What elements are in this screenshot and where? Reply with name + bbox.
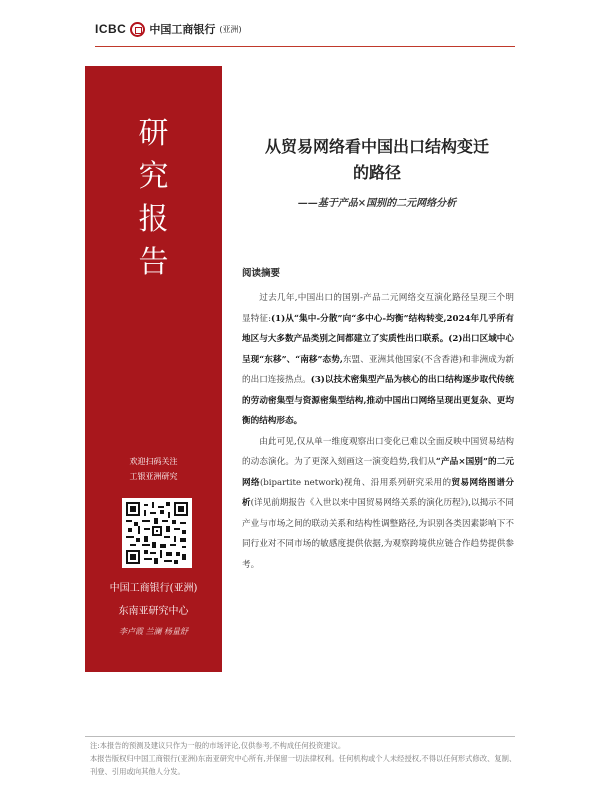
follow-line: 欢迎扫码关注 xyxy=(129,457,178,466)
authors: 李卢霞 兰澜 杨量舒 xyxy=(118,627,189,636)
emphasis-text: “产品×国别”的二元网络 xyxy=(242,457,514,488)
follow-prompt xyxy=(85,454,222,484)
abstract-heading: 阅读摘要 xyxy=(242,268,281,279)
report-title-line: 的路径 xyxy=(352,163,401,182)
research-center-name: 东南亚研究中心 xyxy=(118,606,189,617)
bank-region: (亚洲) xyxy=(219,24,242,34)
bank-name: 中国工商银行 xyxy=(149,23,216,36)
sidebar-panel xyxy=(85,66,222,672)
follow-line: 工银亚洲研究 xyxy=(129,472,178,481)
report-title xyxy=(238,134,516,186)
abstract-paragraph xyxy=(242,432,514,576)
sidebar-title-char: 告 xyxy=(138,245,169,280)
text-run: 东盟、亚洲其他国家(不含香港)和非洲成为新的出口连接热点。 xyxy=(242,354,514,385)
brand-header xyxy=(95,18,242,40)
org-name: 中国工商银行(亚洲) xyxy=(109,583,198,594)
header-divider xyxy=(95,46,515,47)
emphasis-text: (2)出口区域中心呈现“东移”、“南移”态势, xyxy=(242,334,514,365)
disclaimer-line: 注:本报告的预测及建议只作为一般的市场评论,仅供参考,不构成任何投资建议。 xyxy=(90,741,346,750)
sidebar-title-char: 研 xyxy=(138,116,169,151)
sidebar-title xyxy=(85,112,222,284)
emphasis-text: (3)以技术密集型产品为核心的出口结构逐步取代传统的劳动密集型与资源密集型结构,推动中国出口网络呈现出更复杂、更均衡的结构形态。 xyxy=(242,375,514,426)
sidebar-title-char: 报 xyxy=(138,202,169,237)
qr-code-icon[interactable] xyxy=(122,498,192,568)
disclaimer xyxy=(90,739,520,778)
icbc-logo-text: ICBC xyxy=(95,22,127,36)
emphasis-text: (1)从“集中-分散”向“多中心-均衡”结构转变,2024年几乎所有地区与大多数产品类别之间都建立了实质性出口联系。 xyxy=(242,313,514,344)
report-subtitle: ——基于产品×国别的二元网络分析 xyxy=(297,198,457,209)
report-header xyxy=(238,130,516,209)
emphasis-text: 贸易网络图谱分析 xyxy=(242,477,514,508)
sidebar-title-char: 究 xyxy=(138,159,169,194)
icbc-logo-icon xyxy=(130,22,145,37)
abstract-body xyxy=(242,288,514,575)
text-run: 过去几年,中国出口的国别-产品二元网络交互演化路径呈现三个明显特征: xyxy=(242,293,514,324)
text-run: (详见前期报告《入世以来中国贸易网络关系的演化历程》),以揭示不同产业与市场之间的联动关系和结构性调整路径,为识别各类因素影响下不同行业对不同市场的敏感度提供依据,为观察跨境供应链合作趋势提供参考。 xyxy=(242,498,514,570)
disclaimer-line: 本报告版权归中国工商银行(亚洲)东南亚研究中心所有,并保留一切法律权利。任何机构或个人未经授权,不得以任何形式修改、复制、刊登、引用或向其他人分发。 xyxy=(90,754,517,776)
text-run: (bipartite network)视角、沿用系列研究采用的 xyxy=(259,477,452,488)
footer-divider xyxy=(85,736,515,737)
abstract-paragraph xyxy=(242,288,514,432)
report-title-line: 从贸易网络看中国出口结构变迁 xyxy=(264,137,489,156)
text-run: 由此可见,仅从单一维度观察出口变化已难以全面反映中国贸易结构的动态演化。为了更深入刻画这一演变趋势,我们从 xyxy=(242,436,514,467)
